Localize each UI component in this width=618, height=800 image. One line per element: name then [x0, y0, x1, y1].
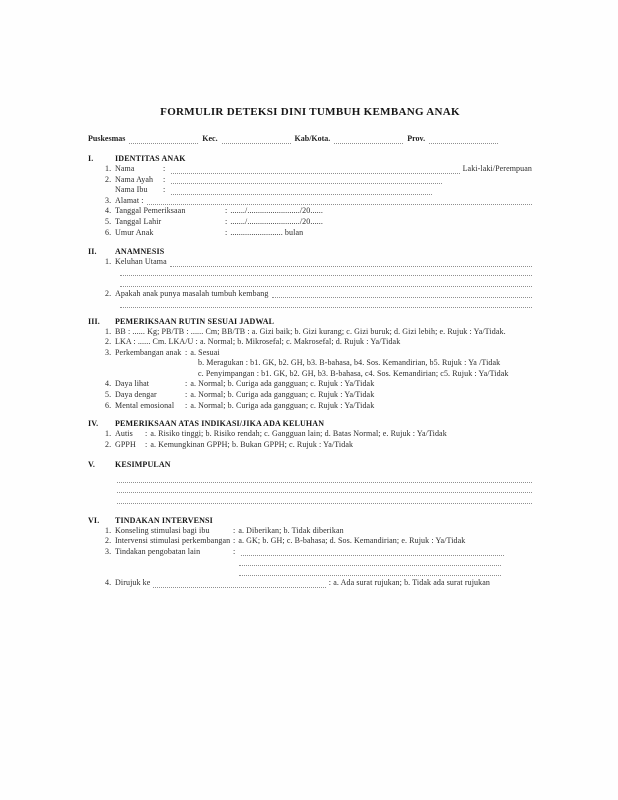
age-blank-pattern: ......................... bulan: [230, 227, 304, 237]
colon: :: [185, 347, 188, 357]
colon: :: [163, 174, 166, 184]
item-number: 2.: [105, 536, 112, 546]
section-identitas-anak: [88, 153, 532, 238]
colon: :: [225, 206, 228, 216]
field-text: BB : ...... Kg; PB/TB : ...... Cm; BB/TB : a. Gizi baik; b. Gizi kurang; c. Gizi buruk; d. Gizi lebih; e. Rujuk : Ya/Tidak.: [115, 326, 506, 336]
dotted-blank: [117, 503, 532, 504]
field-masalah-tumbuh-kembang: [105, 289, 532, 300]
dotted-blank: [120, 286, 532, 287]
kabkota-label: Kab/Kota.: [294, 134, 331, 143]
section-title: ANAMNESIS: [115, 247, 165, 257]
item-number: 2.: [105, 337, 112, 347]
item-number: 5.: [105, 390, 112, 400]
colon: :: [163, 185, 166, 195]
section-anamnesis: [88, 246, 532, 309]
field-options: a. Diberikan; b. Tidak diberikan: [238, 525, 344, 535]
dotted-blank: [170, 265, 532, 267]
field-mental-emosional: [105, 401, 532, 412]
section-heading: [88, 459, 532, 470]
dotted-blank: [272, 296, 532, 298]
field-label: Daya dengar: [115, 390, 157, 400]
item-number: 4.: [105, 379, 112, 389]
option-meragukan: [198, 358, 532, 369]
section-heading: [88, 246, 532, 257]
dotted-line: [117, 474, 532, 484]
gender-options: Laki-laki/Perempuan: [462, 164, 532, 173]
dotted-line: [239, 568, 501, 578]
dotted-blank: [153, 586, 325, 588]
puskesmas-label: Puskesmas: [88, 134, 126, 143]
dotted-blank: [239, 565, 501, 566]
colon: :: [233, 536, 236, 546]
colon: :: [185, 400, 188, 410]
section-title: PEMERIKSAAN ATAS INDIKASI/JIKA ADA KELUHAN: [115, 419, 325, 429]
dotted-blank: [171, 182, 442, 184]
colon: :: [145, 439, 148, 449]
field-options: a. Risiko tinggi; b. Risiko rendah; c. Gangguan lain; d. Batas Normal; e. Rujuk : Ya/Tidak: [150, 429, 447, 439]
dotted-line: [117, 485, 532, 495]
provinsi-blank: [429, 142, 498, 144]
colon: :: [185, 390, 188, 400]
item-number: 1.: [105, 164, 112, 173]
field-label: Nama Ayah: [115, 174, 154, 184]
field-options: a. Normal; b. Curiga ada gangguan; c. Rujuk : Ya/Tidak: [190, 400, 375, 410]
section-numeral: I.: [88, 154, 94, 163]
field-nama-ibu: [105, 185, 532, 196]
dotted-blank: [147, 203, 532, 205]
item-number: 2.: [105, 288, 112, 298]
date-blank-pattern: ......./........................./20......: [230, 206, 323, 216]
item-number: 3.: [105, 347, 112, 357]
field-label: Nama: [115, 164, 135, 173]
section-numeral: V.: [88, 460, 96, 470]
field-intervensi-stimulasi: [105, 536, 532, 547]
field-konseling-stimulasi: [105, 526, 532, 537]
location-header-row: [88, 133, 502, 144]
field-label: Konseling stimulasi bagi ibu: [115, 525, 210, 535]
field-text: b. Meragukan : b1. GK, b2. GH, b3. B-bahasa, b4. Sos. Kemandirian, b5. Rujuk : Ya /Tidak: [198, 358, 501, 368]
puskesmas-blank: [129, 142, 198, 144]
item-number: 1.: [105, 326, 112, 336]
colon: :: [225, 227, 228, 237]
section-numeral: IV.: [88, 419, 99, 429]
field-label: Daya lihat: [115, 379, 150, 389]
colon: :: [233, 546, 236, 556]
field-label: Alamat :: [115, 195, 144, 205]
section-kesimpulan: [88, 459, 532, 505]
referral-options: : a. Ada surat rujukan; b. Tidak ada surat rujukan: [328, 578, 490, 588]
section-numeral: III.: [88, 316, 100, 326]
field-nama: [105, 164, 532, 175]
field-label: Umur Anak: [115, 227, 154, 237]
dotted-line: [120, 299, 532, 309]
item-number: 4.: [105, 206, 112, 216]
item-number: 6.: [105, 400, 112, 410]
field-nama-ayah: [105, 175, 532, 186]
field-bb-pbtb: [105, 327, 532, 338]
dotted-blank: [171, 172, 459, 174]
field-tanggal-pemeriksaan: [105, 206, 532, 217]
field-label: Autis: [115, 429, 133, 439]
field-label: Apakah anak punya masalah tumbuh kembang: [115, 288, 269, 298]
colon: :: [185, 379, 188, 389]
section-heading: [88, 515, 532, 526]
field-label: GPPH: [115, 439, 136, 449]
field-options: a. Kemungkinan GPPH; b. Bukan GPPH; c. Rujuk : Ya/Tidak: [150, 439, 354, 449]
field-options: a. Normal; b. Curiga ada gangguan; c. Rujuk : Ya/Tidak: [190, 379, 375, 389]
dotted-blank: [239, 575, 501, 576]
field-label: Nama Ibu: [115, 185, 148, 195]
section-numeral: VI.: [88, 515, 100, 525]
field-daya-dengar: [105, 390, 532, 401]
field-label: Perkembangan anak: [115, 347, 182, 357]
item-number: 6.: [105, 227, 112, 237]
field-label: Tindakan pengobatan lain: [115, 546, 201, 556]
section-title: TINDAKAN INTERVENSI: [115, 515, 213, 525]
field-tanggal-lahir: [105, 217, 532, 228]
item-number: 2.: [105, 439, 112, 449]
section-pemeriksaan-indikasi: [88, 418, 532, 450]
item-number: 1.: [105, 257, 112, 267]
item-number: 2.: [105, 174, 112, 184]
colon: :: [225, 216, 228, 226]
item-number: 3.: [105, 546, 112, 556]
section-heading: [88, 316, 532, 327]
item-number: 4.: [105, 578, 112, 588]
section-tindakan-intervensi: [88, 515, 532, 589]
item-number: 3.: [105, 195, 112, 205]
field-gpph: [105, 440, 532, 451]
dotted-line: [120, 278, 532, 288]
colon: :: [145, 429, 148, 439]
colon: :: [233, 525, 236, 535]
section-heading: [88, 418, 532, 429]
kabkota-blank: [334, 142, 403, 144]
field-label: Tanggal Pemeriksaan: [115, 206, 186, 216]
field-label: Keluhan Utama: [115, 257, 167, 267]
field-daya-lihat: [105, 379, 532, 390]
field-keluhan-utama: [105, 257, 532, 268]
section-title: KESIMPULAN: [115, 460, 171, 470]
field-autis: [105, 429, 532, 440]
section-pemeriksaan-rutin: [88, 316, 532, 412]
colon: :: [163, 164, 166, 173]
kecamatan-label: Kec.: [202, 134, 218, 143]
item-number: 1.: [105, 525, 112, 535]
dotted-blank: [241, 554, 504, 556]
field-options: a. GK; b. GH; c. B-bahasa; d. Sos. Kemandirian; e. Rujuk : Ya/Tidak: [238, 536, 466, 546]
provinsi-label: Prov.: [407, 134, 426, 143]
dotted-blank: [117, 492, 532, 493]
dotted-line: [120, 268, 532, 278]
field-dirujuk-ke: [105, 578, 490, 589]
field-umur-anak: [105, 228, 532, 239]
section-heading: [88, 153, 532, 164]
form-title: FORMULIR DETEKSI DINI TUMBUH KEMBANG ANAK: [160, 106, 460, 118]
date-blank-pattern: ......./........................./20......: [230, 216, 323, 226]
field-perkembangan-anak: [105, 348, 532, 359]
dotted-line: [239, 557, 501, 567]
field-label: Dirujuk ke: [115, 578, 151, 588]
field-text: LKA : ...... Cm. LKA/U : a. Normal; b. Mikrosefal; c. Makrosefal; d. Rujuk : Ya/Tidak: [115, 337, 401, 347]
field-label: Intervensi stimulasi perkembangan: [115, 536, 231, 546]
form-document: [88, 106, 532, 589]
item-number: 5.: [105, 216, 112, 226]
section-title: PEMERIKSAAN RUTIN SESUAI JADWAL: [115, 316, 275, 326]
field-lka: [105, 337, 532, 348]
item-number: 1.: [105, 429, 112, 439]
section-numeral: II.: [88, 247, 97, 257]
section-title: IDENTITAS ANAK: [115, 154, 186, 163]
kecamatan-blank: [222, 142, 291, 144]
dotted-blank: [120, 275, 532, 276]
dotted-blank: [120, 307, 532, 308]
field-alamat: [105, 196, 532, 207]
option-sesuai: a. Sesuai: [190, 347, 220, 357]
field-tindakan-pengobatan: [105, 547, 532, 558]
field-label: Mental emosional: [115, 400, 175, 410]
field-options: a. Normal; b. Curiga ada gangguan; c. Rujuk : Ya/Tidak: [190, 390, 375, 400]
field-label: Tanggal Lahir: [115, 216, 162, 226]
dotted-line: [117, 495, 532, 505]
option-penyimpangan: [198, 369, 532, 380]
dotted-blank: [171, 193, 432, 195]
dotted-blank: [117, 482, 532, 483]
field-text: c. Penyimpangan : b1. GK, b2. GH, b3. B-bahasa, c4. Sos. Kemandirian; c5. Rujuk : Ya/Tidak: [198, 368, 509, 378]
